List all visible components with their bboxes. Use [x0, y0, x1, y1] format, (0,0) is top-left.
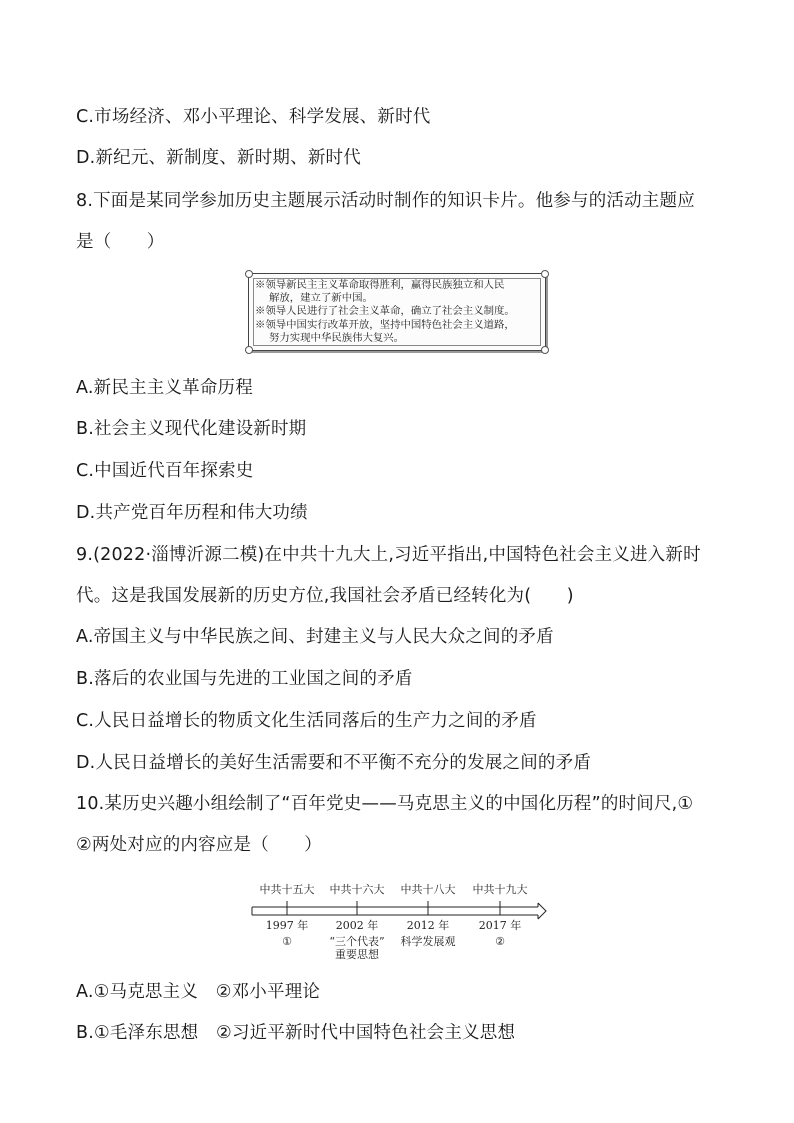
- q9-option-b: B.落后的农业国与先进的工业国之间的矛盾: [76, 669, 413, 689]
- q10-option-a: A.①马克思主义 ②邓小平理论: [76, 982, 321, 1002]
- card-corner-curl: [245, 270, 253, 278]
- card-item-3-cont: 努力实现中华民族伟大复兴。: [269, 331, 405, 344]
- q8-option-c: C.中国近代百年探索史: [76, 461, 254, 481]
- q7-option-c: C.市场经济、邓小平理论、科学发展、新时代: [76, 107, 431, 127]
- timeline-year-label: 2012 年: [406, 919, 450, 932]
- knowledge-card: [248, 273, 546, 351]
- card-corner-curl: [541, 270, 549, 278]
- card-item-3: ※领导中国实行改革开放，坚持中国特色社会主义道路，: [255, 318, 515, 331]
- card-item-1: ※领导新民主主义革命取得胜利，赢得民族独立和人民: [255, 279, 505, 291]
- card-item-2: ※领导人民进行了社会主义革命，确立了社会主义制度。: [255, 305, 515, 318]
- q9-stem-line2: 代。这是我国发展新的历史方位,我国社会矛盾已经转化为( ): [76, 586, 574, 606]
- q9-option-c: C.人民日益增长的物质文化生活同落后的生产力之间的矛盾: [76, 711, 537, 731]
- q8-option-a: A.新民主主义革命历程: [76, 378, 253, 398]
- q8-option-b: B.社会主义现代化建设新时期: [76, 419, 307, 439]
- timeline-content-label: 科学发展观: [400, 935, 456, 948]
- timeline-ruler: [248, 876, 550, 960]
- q9-option-d: D.人民日益增长的美好生活需要和不平衡不充分的发展之间的矛盾: [76, 753, 592, 773]
- timeline-congress-label: 中共十六大: [329, 883, 385, 896]
- card-corner-curl: [245, 346, 253, 354]
- card-corner-curl: [541, 346, 549, 354]
- timeline-congress-label: 中共十九大: [472, 883, 528, 896]
- timeline-content-label: “三个代表”: [329, 935, 385, 948]
- timeline-year-label: 2002 年: [335, 919, 379, 932]
- timeline-year-label: 1997 年: [265, 919, 309, 932]
- knowledge-card-text: [255, 279, 515, 345]
- q7-option-d: D.新纪元、新制度、新时期、新时代: [76, 148, 361, 168]
- q10-stem-line1: 10.某历史兴趣小组绘制了“百年党史——马克思主义的中国化历程”的时间尺,①: [76, 794, 694, 814]
- timeline-content-label: ①: [282, 935, 292, 948]
- timeline-content-label: ②: [495, 935, 505, 948]
- q8-stem-line1: 8.下面是某同学参加历史主题展示活动时制作的知识卡片。他参与的活动主题应: [76, 191, 695, 211]
- timeline-content-label: 重要思想: [335, 948, 379, 960]
- timeline-congress-label: 中共十五大: [259, 883, 315, 896]
- timeline-year-label: 2017 年: [478, 919, 522, 932]
- q8-option-d: D.共产党百年历程和伟大功绩: [76, 503, 308, 523]
- q9-stem-line1: 9.(2022·淄博沂源二模)在中共十九大上,习近平指出,中国特色社会主义进入新时: [76, 545, 701, 565]
- card-item-1-cont: 解放，建立了新中国。: [269, 292, 373, 305]
- q10-stem-line2: ②两处对应的内容应是（ ）: [76, 835, 322, 855]
- q8-stem-line2: 是（ ）: [76, 232, 165, 252]
- timeline-bar: [252, 903, 546, 919]
- q9-option-a: A.帝国主义与中华民族之间、封建主义与人民大众之间的矛盾: [76, 627, 554, 647]
- timeline-congress-label: 中共十八大: [400, 883, 456, 896]
- q10-option-b: B.①毛泽东思想 ②习近平新时代中国特色社会主义思想: [76, 1023, 516, 1043]
